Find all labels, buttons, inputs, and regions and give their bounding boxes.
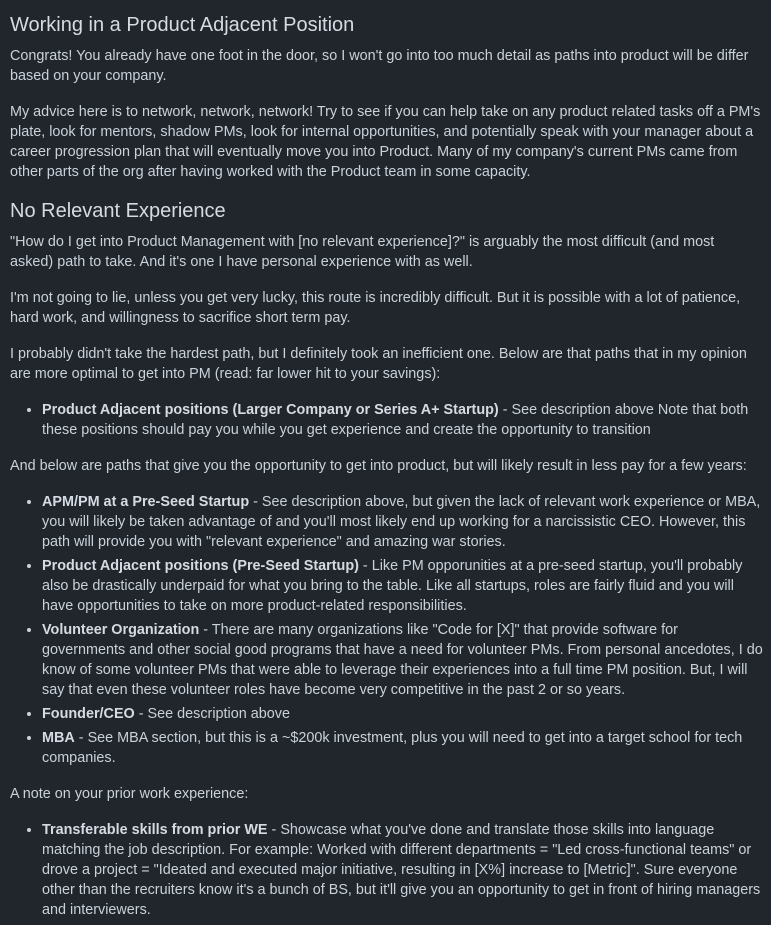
list-item-text: - See description above Note that both these positions should pay you while you get experience and create the opportunity to transition	[42, 402, 749, 438]
list-item-text: - See description above	[134, 706, 290, 722]
paragraph-network-advice: My advice here is to network, network, network! Try to see if you can help take on any product related tasks off a PM's plate, look for mentors, shadow PMs, look for internal opportunities, and potentially speak with your manager about a career progression plan that will eventually move you into Product. Many of my company's current PMs came from other parts of the org after having worked with the Product team in some capacity.	[10, 104, 761, 180]
list-item-text: - There are many organizations like "Code for [X]" that provide software for governments and other social good programs that have a need for volunteer PMs. From personal ancedotes, I do know of some volunteer PMs that were able to leverage their experiences into a full time PM position. But, I will say that even these volunteer roles have become very competitive in the past 2 or so years.	[42, 622, 763, 698]
paragraph-below-paths: And below are paths that give you the opportunity to get into product, but will likely result in less pay for a few years:	[10, 458, 747, 474]
list-item	[42, 820, 764, 920]
paragraph-inefficient-path: I probably didn't take the hardest path, but I definitely took an inefficient one. Below are that paths that in my opinion are more optimal to get into PM (read: far lower hit to your savings):	[10, 346, 747, 382]
list-item-text: - See MBA section, but this is a ~$200k investment, plus you will need to get into a target school for tech companies.	[42, 730, 743, 766]
list-item-text: - Like PM opporunities at a pre-seed startup, you'll probably also be drastically underpaid for what you bring to the table. Like all startups, roles are fairly fluid and you will have opportunities to take on more product-related responsibilities.	[42, 558, 743, 614]
list-item-title: Product Adjacent positions (Pre-Seed Startup)	[42, 558, 359, 574]
list-item	[42, 492, 764, 552]
list-item	[42, 704, 764, 724]
list-item-title: MBA	[42, 730, 75, 746]
list-item-title: APM/PM at a Pre-Seed Startup	[42, 494, 250, 510]
section-heading-product-adjacent: Working in a Product Adjacent Position	[10, 14, 355, 36]
list-item	[42, 556, 764, 616]
paragraph-congrats: Congrats! You already have one foot in the door, so I won't go into too much detail as paths into product will be differ based on your company.	[10, 48, 749, 84]
list-item-text: - Showcase what you've done and translate those skills into language matching the job description. For example: Worked with different departments = "Led cross-functional teams" or drove a project = "Ideated and executed major initiative, resulting in [X%] increase to [Metric]". Sure everyone other than the recruiters know it's a bunch of BS, but it'll give you an opportunity to get in front of hiring managers and interviewers.	[42, 822, 761, 918]
optimal-paths-list	[10, 400, 771, 440]
list-item	[42, 620, 764, 700]
list-item-title: Founder/CEO	[42, 706, 135, 722]
list-item	[42, 728, 764, 768]
list-item-text: - See description above, but given the lack of relevant work experience or MBA, you will likely be taken advantage of and you'll most likely end up working for a narcissistic CEO. However, this path will provide you with "relevant experience" and amazing war stories.	[42, 494, 761, 550]
list-item-title: Transferable skills from prior WE	[42, 822, 268, 838]
section-heading-no-relevant-experience: No Relevant Experience	[10, 200, 226, 222]
paragraph-how-do-i-get-in: "How do I get into Product Management with [no relevant experience]?" is arguably the most difficult (and most asked) path to take. And it's one I have personal experience with as well.	[10, 234, 715, 270]
paragraph-not-going-to-lie: I'm not going to lie, unless you get very lucky, this route is incredibly difficult. But it is possible with a lot of patience, hard work, and willingness to sacrifice short term pay.	[10, 290, 741, 326]
less-pay-paths-list	[10, 492, 771, 768]
list-item-title: Product Adjacent positions (Larger Company or Series A+ Startup)	[42, 402, 499, 418]
list-item-title: Volunteer Organization	[42, 622, 200, 638]
prior-work-list	[10, 820, 771, 920]
list-item	[42, 400, 764, 440]
paragraph-prior-work-note: A note on your prior work experience:	[10, 786, 249, 802]
